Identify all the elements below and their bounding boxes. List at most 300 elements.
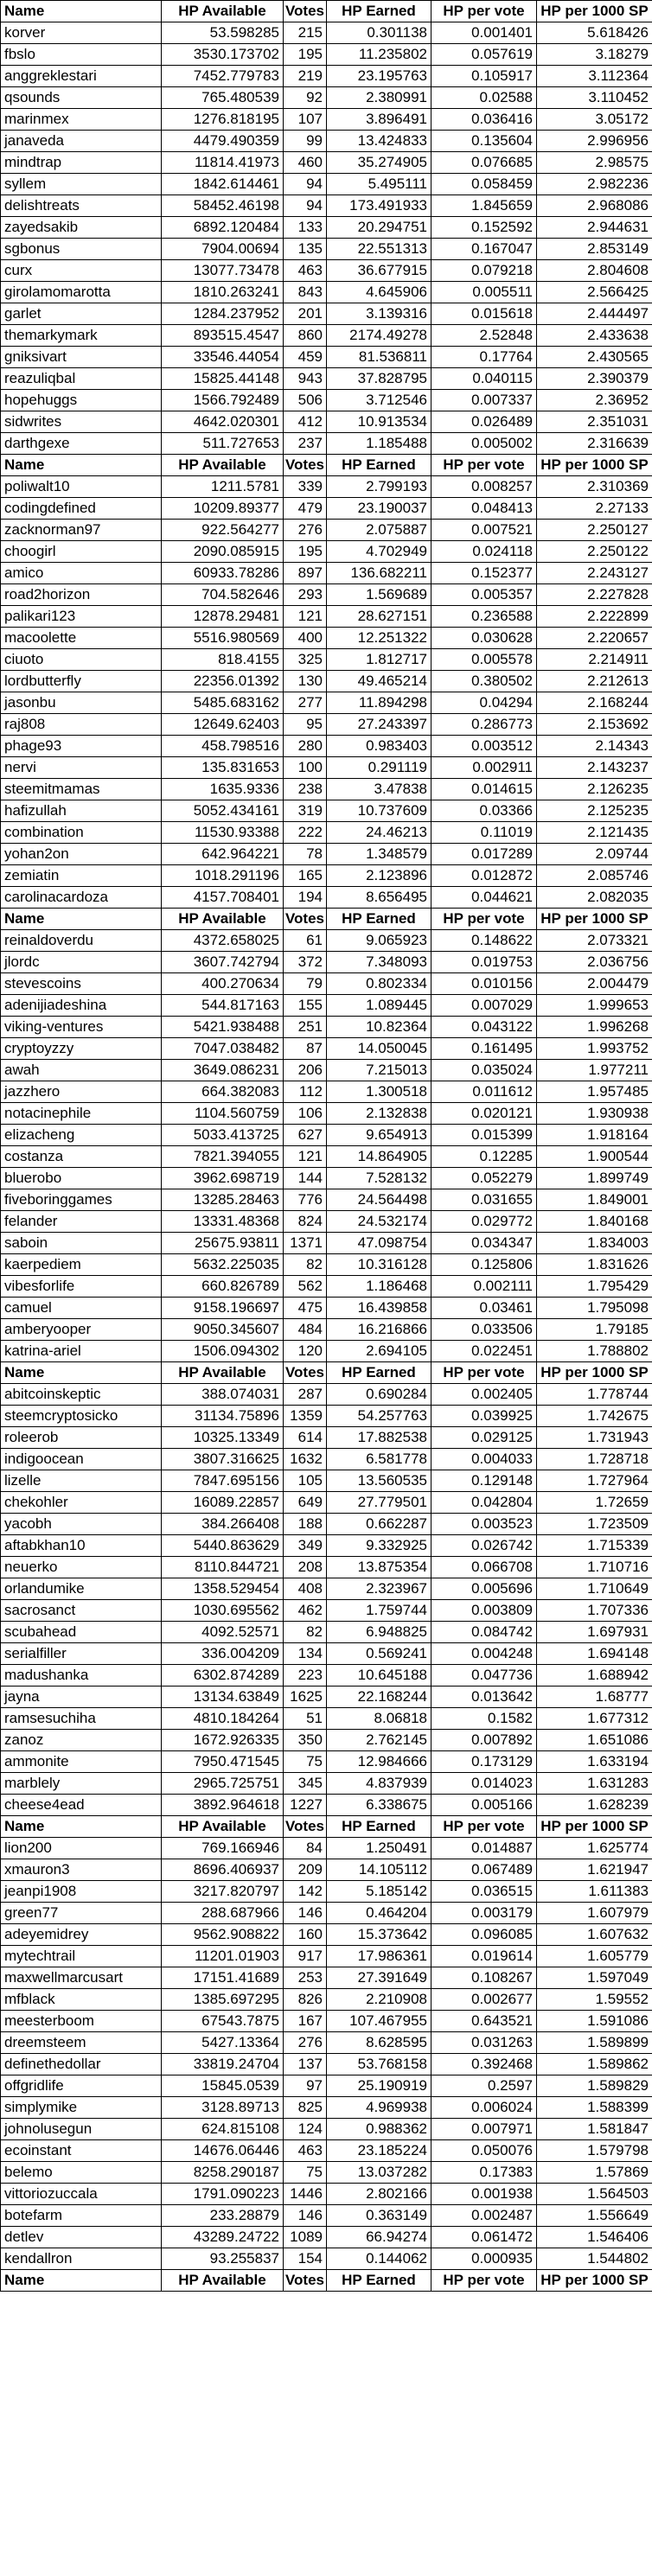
cell-hp-per-1000-sp: 1.633194 (537, 1751, 652, 1773)
table-row (1, 2075, 652, 2097)
cell-hp-earned: 0.363149 (327, 2205, 431, 2227)
cell-hp-earned: 37.828795 (327, 368, 431, 390)
cell-hp-per-1000-sp: 1.628239 (537, 1795, 652, 1816)
cell-name: yacobh (1, 1514, 162, 1535)
cell-hp-earned: 8.628595 (327, 2032, 431, 2054)
cell-hp-per-vote: 0.020121 (431, 1103, 537, 1125)
table-row (1, 1535, 652, 1557)
cell-name: fbslo (1, 44, 162, 66)
table-row (1, 131, 652, 152)
cell-hp-available: 3530.173702 (162, 44, 284, 66)
cell-hp-earned: 2.210908 (327, 1989, 431, 2011)
cell-hp-available: 3607.742794 (162, 952, 284, 973)
cell-hp-available: 15845.0539 (162, 2075, 284, 2097)
table-row (1, 1492, 652, 1514)
cell-hp-earned: 13.875354 (327, 1557, 431, 1578)
cell-hp-available: 8696.406937 (162, 1859, 284, 1881)
table-row (1, 217, 652, 239)
cell-votes: 349 (284, 1535, 327, 1557)
table-row (1, 844, 652, 865)
table-row (1, 1060, 652, 1081)
cell-hp-earned: 0.802334 (327, 973, 431, 995)
table-row (1, 303, 652, 325)
cell-votes: 277 (284, 692, 327, 714)
cell-hp-per-vote: 0.012872 (431, 865, 537, 887)
cell-hp-per-vote: 0.014887 (431, 1838, 537, 1859)
cell-hp-per-1000-sp: 1.556649 (537, 2205, 652, 2227)
cell-name: orlandumike (1, 1578, 162, 1600)
cell-hp-per-vote: 0.286773 (431, 714, 537, 736)
cell-hp-earned: 13.424833 (327, 131, 431, 152)
table-row (1, 1859, 652, 1881)
cell-hp-per-1000-sp: 1.996268 (537, 1017, 652, 1038)
cell-name: hafizullah (1, 800, 162, 822)
cell-hp-per-vote: 0.002487 (431, 2205, 537, 2227)
cell-hp-per-vote: 0.001938 (431, 2184, 537, 2205)
cell-hp-per-1000-sp: 1.589899 (537, 2032, 652, 2054)
cell-hp-per-1000-sp: 1.631283 (537, 1773, 652, 1795)
cell-name: steemcryptosicko (1, 1406, 162, 1427)
cell-hp-per-1000-sp: 1.546406 (537, 2227, 652, 2248)
cell-hp-earned: 0.291119 (327, 757, 431, 779)
cell-hp-per-1000-sp: 2.996956 (537, 131, 652, 152)
cell-hp-earned: 5.185142 (327, 1881, 431, 1903)
cell-name: zayedsakib (1, 217, 162, 239)
cell-hp-per-1000-sp: 2.168244 (537, 692, 652, 714)
cell-hp-available: 384.266408 (162, 1514, 284, 1535)
table-row (1, 2227, 652, 2248)
column-header-hp-per-vote: HP per vote (431, 1, 537, 22)
cell-hp-per-1000-sp: 2.982236 (537, 174, 652, 195)
cell-hp-available: 3649.086231 (162, 1060, 284, 1081)
cell-hp-available: 13331.48368 (162, 1211, 284, 1233)
table-row (1, 2162, 652, 2184)
cell-name: sgbonus (1, 239, 162, 260)
cell-hp-available: 2965.725751 (162, 1773, 284, 1795)
cell-votes: 94 (284, 195, 327, 217)
cell-hp-per-1000-sp: 1.564503 (537, 2184, 652, 2205)
cell-name: kaerpediem (1, 1254, 162, 1276)
cell-votes: 99 (284, 131, 327, 152)
cell-hp-per-vote: 0.03366 (431, 800, 537, 822)
table-row (1, 1665, 652, 1687)
cell-hp-available: 7452.779783 (162, 66, 284, 87)
cell-hp-per-vote: 2.52848 (431, 325, 537, 347)
table-row (1, 692, 652, 714)
cell-hp-earned: 0.690284 (327, 1384, 431, 1406)
table-row (1, 2205, 652, 2227)
cell-hp-earned: 4.645906 (327, 282, 431, 303)
cell-name: qsounds (1, 87, 162, 109)
cell-name: road2horizon (1, 584, 162, 606)
cell-hp-per-1000-sp: 1.731943 (537, 1427, 652, 1449)
cell-votes: 223 (284, 1665, 327, 1687)
table-row (1, 195, 652, 217)
table-row (1, 1946, 652, 1967)
table-row (1, 520, 652, 541)
cell-name: mfblack (1, 1989, 162, 2011)
cell-name: sidwrites (1, 411, 162, 433)
cell-hp-per-1000-sp: 3.112364 (537, 66, 652, 87)
cell-votes: 146 (284, 2205, 327, 2227)
cell-votes: 776 (284, 1189, 327, 1211)
cell-votes: 79 (284, 973, 327, 995)
cell-name: serialfiller (1, 1643, 162, 1665)
cell-hp-available: 9562.908822 (162, 1924, 284, 1946)
table-row (1, 563, 652, 584)
cell-votes: 94 (284, 174, 327, 195)
cell-hp-per-1000-sp: 1.588399 (537, 2097, 652, 2119)
table-row (1, 1924, 652, 1946)
cell-hp-per-1000-sp: 1.621947 (537, 1859, 652, 1881)
cell-hp-available: 336.004209 (162, 1643, 284, 1665)
cell-hp-per-1000-sp: 1.778744 (537, 1384, 652, 1406)
table-row (1, 2184, 652, 2205)
cell-hp-earned: 10.737609 (327, 800, 431, 822)
cell-votes: 137 (284, 2054, 327, 2075)
cell-hp-available: 7847.695156 (162, 1470, 284, 1492)
cell-hp-per-vote: 0.031655 (431, 1189, 537, 1211)
cell-votes: 475 (284, 1298, 327, 1319)
cell-hp-per-1000-sp: 1.605779 (537, 1946, 652, 1967)
cell-votes: 319 (284, 800, 327, 822)
table-row (1, 2011, 652, 2032)
cell-hp-available: 15825.44148 (162, 368, 284, 390)
header-row (1, 909, 652, 930)
cell-votes: 826 (284, 1989, 327, 2011)
cell-hp-per-1000-sp: 1.597049 (537, 1967, 652, 1989)
cell-hp-available: 17151.41689 (162, 1967, 284, 1989)
cell-name: jasonbu (1, 692, 162, 714)
cell-hp-per-1000-sp: 1.589862 (537, 2054, 652, 2075)
cell-votes: 194 (284, 887, 327, 909)
cell-hp-earned: 11.894298 (327, 692, 431, 714)
cell-name: vittoriozuccala (1, 2184, 162, 2205)
cell-hp-per-1000-sp: 1.899749 (537, 1168, 652, 1189)
cell-hp-available: 624.815108 (162, 2119, 284, 2140)
cell-votes: 82 (284, 1254, 327, 1276)
cell-hp-earned: 2.123896 (327, 865, 431, 887)
cell-votes: 82 (284, 1622, 327, 1643)
cell-hp-available: 388.074031 (162, 1384, 284, 1406)
table-row (1, 1578, 652, 1600)
cell-hp-earned: 10.316128 (327, 1254, 431, 1276)
table-row (1, 1557, 652, 1578)
cell-hp-per-1000-sp: 1.611383 (537, 1881, 652, 1903)
cell-hp-per-vote: 0.040115 (431, 368, 537, 390)
cell-hp-per-1000-sp: 1.993752 (537, 1038, 652, 1060)
cell-hp-per-vote: 0.039925 (431, 1406, 537, 1427)
cell-hp-available: 4810.184264 (162, 1708, 284, 1730)
cell-hp-earned: 81.536811 (327, 347, 431, 368)
table-row (1, 973, 652, 995)
cell-hp-per-vote: 0.015399 (431, 1125, 537, 1146)
cell-name: camuel (1, 1298, 162, 1319)
cell-hp-per-vote: 0.643521 (431, 2011, 537, 2032)
table-row (1, 1881, 652, 1903)
cell-hp-per-1000-sp: 1.710716 (537, 1557, 652, 1578)
cell-hp-available: 1385.697295 (162, 1989, 284, 2011)
cell-hp-available: 5421.938488 (162, 1017, 284, 1038)
table-row (1, 1514, 652, 1535)
cell-hp-per-vote: 0.036416 (431, 109, 537, 131)
table-row (1, 584, 652, 606)
cell-hp-per-vote: 0.161495 (431, 1038, 537, 1060)
cell-hp-available: 25675.93811 (162, 1233, 284, 1254)
cell-hp-per-1000-sp: 3.05172 (537, 109, 652, 131)
cell-votes: 51 (284, 1708, 327, 1730)
table-row (1, 1081, 652, 1103)
cell-name: cheese4ead (1, 1795, 162, 1816)
cell-hp-earned: 1.089445 (327, 995, 431, 1017)
cell-name: nervi (1, 757, 162, 779)
cell-votes: 144 (284, 1168, 327, 1189)
cell-name: carolinacardoza (1, 887, 162, 909)
cell-votes: 75 (284, 1751, 327, 1773)
cell-hp-available: 660.826789 (162, 1276, 284, 1298)
cell-hp-per-1000-sp: 1.795098 (537, 1298, 652, 1319)
cell-hp-available: 1810.263241 (162, 282, 284, 303)
table-row (1, 325, 652, 347)
table-row (1, 1427, 652, 1449)
cell-name: adenijiadeshina (1, 995, 162, 1017)
column-header-hp-per-1000-sp: HP per 1000 SP (537, 1362, 652, 1384)
table-row (1, 1125, 652, 1146)
cell-hp-available: 33819.24704 (162, 2054, 284, 2075)
cell-name: darthgexe (1, 433, 162, 455)
cell-hp-earned: 23.190037 (327, 498, 431, 520)
cell-hp-per-vote: 0.050076 (431, 2140, 537, 2162)
table-row (1, 606, 652, 628)
cell-hp-per-1000-sp: 1.742675 (537, 1406, 652, 1427)
cell-hp-earned: 7.348093 (327, 952, 431, 973)
column-header-hp-per-vote: HP per vote (431, 1362, 537, 1384)
cell-hp-per-1000-sp: 2.804608 (537, 260, 652, 282)
cell-hp-per-1000-sp: 2.09744 (537, 844, 652, 865)
cell-hp-per-vote: 0.392468 (431, 2054, 537, 2075)
cell-hp-earned: 1.348579 (327, 844, 431, 865)
cell-hp-earned: 16.216866 (327, 1319, 431, 1341)
column-header-votes: Votes (284, 1362, 327, 1384)
cell-hp-available: 3128.89713 (162, 2097, 284, 2119)
cell-hp-per-1000-sp: 1.795429 (537, 1276, 652, 1298)
cell-name: ecoinstant (1, 2140, 162, 2162)
cell-name: neuerko (1, 1557, 162, 1578)
cell-name: detlev (1, 2227, 162, 2248)
cell-hp-per-vote: 0.061472 (431, 2227, 537, 2248)
cell-hp-per-vote: 0.066708 (431, 1557, 537, 1578)
column-header-hp-available: HP Available (162, 1, 284, 22)
cell-hp-available: 10325.13349 (162, 1427, 284, 1449)
cell-votes: 95 (284, 714, 327, 736)
cell-name: scubahead (1, 1622, 162, 1643)
cell-hp-per-1000-sp: 2.566425 (537, 282, 652, 303)
cell-hp-per-vote: 0.167047 (431, 239, 537, 260)
cell-name: anggreklestari (1, 66, 162, 87)
cell-votes: 408 (284, 1578, 327, 1600)
cell-name: syllem (1, 174, 162, 195)
cell-hp-earned: 2.132838 (327, 1103, 431, 1125)
cell-name: hopehuggs (1, 390, 162, 411)
cell-hp-available: 135.831653 (162, 757, 284, 779)
cell-hp-per-1000-sp: 2.250127 (537, 520, 652, 541)
table-row (1, 757, 652, 779)
cell-hp-per-vote: 0.029125 (431, 1427, 537, 1449)
cell-hp-earned: 9.332925 (327, 1535, 431, 1557)
cell-hp-per-vote: 0.11019 (431, 822, 537, 844)
cell-hp-available: 5516.980569 (162, 628, 284, 649)
cell-hp-per-1000-sp: 1.715339 (537, 1535, 652, 1557)
cell-name: ciuoto (1, 649, 162, 671)
cell-votes: 78 (284, 844, 327, 865)
cell-hp-per-1000-sp: 1.589829 (537, 2075, 652, 2097)
table-row (1, 2097, 652, 2119)
cell-votes: 100 (284, 757, 327, 779)
cell-hp-available: 7821.394055 (162, 1146, 284, 1168)
cell-name: cryptoyzzy (1, 1038, 162, 1060)
cell-hp-earned: 1.812717 (327, 649, 431, 671)
cell-votes: 209 (284, 1859, 327, 1881)
cell-hp-available: 3807.316625 (162, 1449, 284, 1470)
cell-hp-available: 1104.560759 (162, 1103, 284, 1125)
table-row (1, 714, 652, 736)
table-row (1, 1600, 652, 1622)
cell-votes: 459 (284, 347, 327, 368)
cell-hp-per-1000-sp: 1.707336 (537, 1600, 652, 1622)
cell-hp-earned: 15.373642 (327, 1924, 431, 1946)
cell-name: jlordc (1, 952, 162, 973)
cell-hp-available: 11530.93388 (162, 822, 284, 844)
cell-hp-earned: 2.380991 (327, 87, 431, 109)
cell-hp-per-vote: 0.005696 (431, 1578, 537, 1600)
cell-hp-per-vote: 0.005166 (431, 1795, 537, 1816)
cell-hp-earned: 47.098754 (327, 1233, 431, 1254)
cell-votes: 135 (284, 239, 327, 260)
cell-hp-earned: 1.569689 (327, 584, 431, 606)
cell-name: chekohler (1, 1492, 162, 1514)
column-header-hp-per-1000-sp: HP per 1000 SP (537, 909, 652, 930)
cell-hp-per-vote: 0.058459 (431, 174, 537, 195)
cell-name: marblely (1, 1773, 162, 1795)
cell-hp-earned: 4.969938 (327, 2097, 431, 2119)
cell-hp-available: 8258.290187 (162, 2162, 284, 2184)
cell-name: macoolette (1, 628, 162, 649)
cell-votes: 463 (284, 260, 327, 282)
table-row (1, 2119, 652, 2140)
cell-hp-earned: 54.257763 (327, 1406, 431, 1427)
cell-name: palikari123 (1, 606, 162, 628)
cell-hp-per-1000-sp: 1.651086 (537, 1730, 652, 1751)
cell-hp-available: 3217.820797 (162, 1881, 284, 1903)
cell-name: viking-ventures (1, 1017, 162, 1038)
cell-hp-per-vote: 0.030628 (431, 628, 537, 649)
cell-votes: 121 (284, 606, 327, 628)
table-row (1, 2140, 652, 2162)
cell-hp-available: 5485.683162 (162, 692, 284, 714)
cell-votes: 287 (284, 1384, 327, 1406)
cell-hp-per-vote: 0.010156 (431, 973, 537, 995)
cell-hp-per-vote: 0.005511 (431, 282, 537, 303)
cell-hp-earned: 16.439858 (327, 1298, 431, 1319)
table-row (1, 865, 652, 887)
cell-hp-per-vote: 0.002111 (431, 1276, 537, 1298)
cell-hp-per-1000-sp: 1.579798 (537, 2140, 652, 2162)
cell-hp-available: 67543.7875 (162, 2011, 284, 2032)
cell-name: delishtreats (1, 195, 162, 217)
column-header-name: Name (1, 909, 162, 930)
cell-name: fiveboringgames (1, 1189, 162, 1211)
cell-hp-per-vote: 0.003809 (431, 1600, 537, 1622)
cell-hp-per-1000-sp: 2.126235 (537, 779, 652, 800)
cell-hp-per-vote: 0.152377 (431, 563, 537, 584)
column-header-hp-available: HP Available (162, 1362, 284, 1384)
column-header-hp-per-1000-sp: HP per 1000 SP (537, 455, 652, 476)
cell-votes: 943 (284, 368, 327, 390)
cell-name: janaveda (1, 131, 162, 152)
cell-hp-earned: 6.581778 (327, 1449, 431, 1470)
cell-hp-per-vote: 0.048413 (431, 498, 537, 520)
cell-hp-earned: 14.105112 (327, 1859, 431, 1881)
cell-hp-available: 1358.529454 (162, 1578, 284, 1600)
cell-hp-available: 13285.28463 (162, 1189, 284, 1211)
cell-votes: 120 (284, 1341, 327, 1362)
cell-hp-per-vote: 0.003512 (431, 736, 537, 757)
cell-votes: 1371 (284, 1233, 327, 1254)
cell-hp-per-vote: 0.034347 (431, 1233, 537, 1254)
cell-hp-available: 922.564277 (162, 520, 284, 541)
cell-name: green77 (1, 1903, 162, 1924)
cell-hp-per-1000-sp: 1.57869 (537, 2162, 652, 2184)
table-row (1, 152, 652, 174)
table-row (1, 1384, 652, 1406)
cell-hp-earned: 3.712546 (327, 390, 431, 411)
cell-votes: 860 (284, 325, 327, 347)
column-header-name: Name (1, 455, 162, 476)
cell-hp-earned: 2.799193 (327, 476, 431, 498)
cell-hp-per-vote: 0.135604 (431, 131, 537, 152)
cell-hp-per-1000-sp: 2.073321 (537, 930, 652, 952)
table-row (1, 476, 652, 498)
cell-hp-available: 664.382083 (162, 1081, 284, 1103)
cell-hp-per-vote: 0.007521 (431, 520, 537, 541)
header-row (1, 1, 652, 22)
column-header-hp-per-vote: HP per vote (431, 2270, 537, 2292)
cell-votes: 206 (284, 1060, 327, 1081)
cell-hp-per-1000-sp: 5.618426 (537, 22, 652, 44)
cell-hp-earned: 35.274905 (327, 152, 431, 174)
cell-hp-available: 7904.00694 (162, 239, 284, 260)
cell-hp-per-1000-sp: 1.918164 (537, 1125, 652, 1146)
cell-votes: 106 (284, 1103, 327, 1125)
cell-hp-per-1000-sp: 2.433638 (537, 325, 652, 347)
column-header-hp-earned: HP Earned (327, 2270, 431, 2292)
cell-hp-available: 893515.4547 (162, 325, 284, 347)
cell-hp-available: 765.480539 (162, 87, 284, 109)
cell-hp-available: 4372.658025 (162, 930, 284, 952)
cell-name: saboin (1, 1233, 162, 1254)
cell-hp-per-1000-sp: 1.688942 (537, 1665, 652, 1687)
table-row (1, 800, 652, 822)
cell-hp-earned: 23.185224 (327, 2140, 431, 2162)
cell-hp-per-vote: 0.04294 (431, 692, 537, 714)
cell-hp-earned: 0.988362 (327, 2119, 431, 2140)
cell-hp-per-vote: 0.022451 (431, 1341, 537, 1362)
table-row (1, 952, 652, 973)
cell-name: simplymike (1, 2097, 162, 2119)
cell-name: stevescoins (1, 973, 162, 995)
cell-hp-available: 9050.345607 (162, 1319, 284, 1341)
cell-hp-per-vote: 0.017289 (431, 844, 537, 865)
